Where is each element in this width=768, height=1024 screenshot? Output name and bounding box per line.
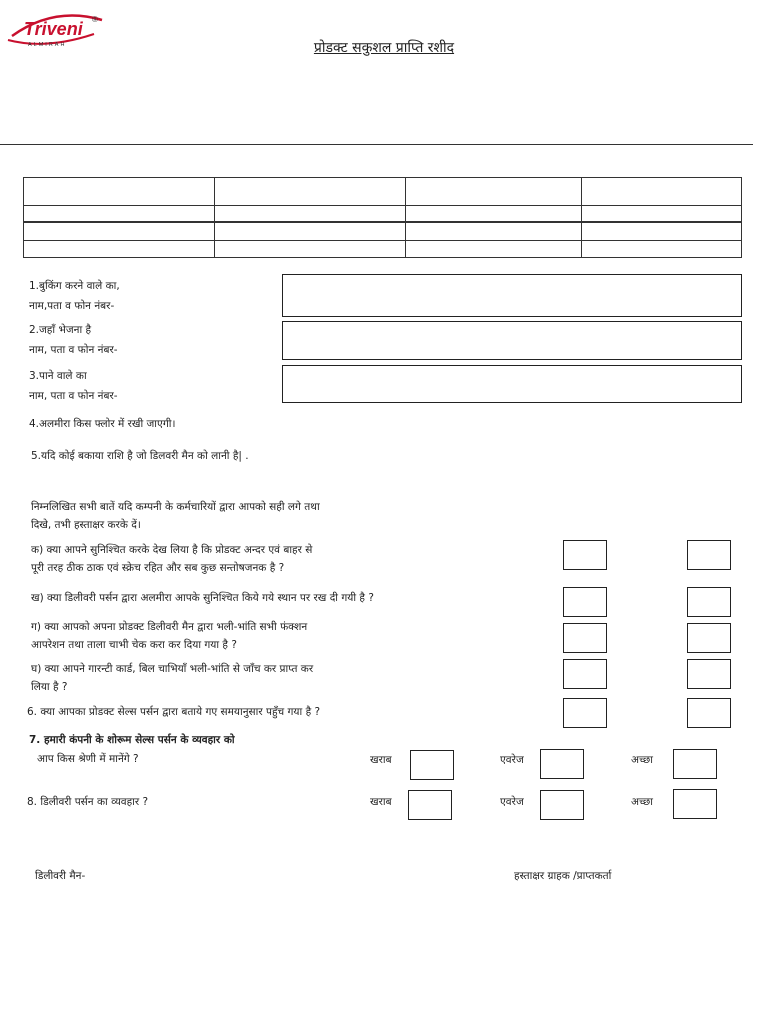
brand-tagline: ALMIRAH (28, 42, 67, 48)
q7-average-checkbox[interactable] (540, 749, 584, 779)
check-question-ga: ग) क्या आपको अपना प्रोडक्ट डिलीवरी मैन द्वारा भली-भांति सभी फंक्शन आपरेशन तथा ताला चाभी चेक करा कर दिया गया है ? (31, 621, 308, 651)
details-table (23, 177, 742, 258)
delivery-address-input[interactable] (282, 321, 742, 360)
rating-good-label: अच्छा (631, 754, 653, 766)
checkbox-6-yes[interactable] (563, 698, 607, 728)
table-row (24, 178, 742, 206)
check-question-gha: घ) क्या आपने गारन्टी कार्ड, बिल चाभियाँ भली-भांति से जाँच कर प्राप्त कर लिया है ? (31, 663, 314, 693)
q7-bad-checkbox[interactable] (410, 750, 454, 780)
check-question-ka: क) क्या आपने सुनिश्चित करके देख लिया है कि प्रोडक्ट अन्दर एवं बाहर से पूरी तरह ठीक ठाक एवं स्क्रेच रहित और सब कुछ सन्तोषजनक है ? (31, 544, 313, 574)
rating-average-label: एवरेज (500, 754, 524, 766)
checkbox-kha-yes[interactable] (563, 587, 607, 617)
field-1-label: 1.बुकिंग करने वाले का, नाम,पता व फोन नंबर- (29, 280, 120, 312)
q8-question: 8. डिलीवरी पर्सन का व्यवहार ? (27, 796, 149, 808)
customer-signature-label: हस्ताक्षर ग्राहक /प्राप्तकर्ता (514, 870, 612, 882)
floor-question: 4.अलमीरा किस फ्लोर में रखी जाएगी। (29, 418, 176, 430)
rating-good-label: अच्छा (631, 796, 653, 808)
check-question-kha: ख) क्या डिलीवरी पर्सन द्वारा अलमीरा आपके सुनिश्चित किये गये स्थान पर रख दी गयी है ? (31, 592, 374, 604)
instruction-text: निम्नलिखित सभी बातें यदि कम्पनी के कर्मचारियों द्वारा आपको सही लगे तथा दिखे, तभी हस्ताक्षर करके दें। (31, 501, 320, 531)
checkbox-kha-no[interactable] (687, 587, 731, 617)
checkbox-ka-no[interactable] (687, 540, 731, 570)
receiver-details-input[interactable] (282, 365, 742, 403)
brand-name: Triveni (24, 19, 83, 39)
rating-bad-label: खराब (370, 796, 392, 808)
checkbox-ka-yes[interactable] (563, 540, 607, 570)
page-title: प्रोडक्ट सकुशल प्राप्ति रशीद (313, 40, 455, 56)
table-row (24, 241, 742, 258)
rating-average-label: एवरेज (500, 796, 524, 808)
q7-heading: 7. हमारी कंपनी के शोरूम सेल्स पर्सन के व्यवहार को (29, 734, 235, 746)
q7-good-checkbox[interactable] (673, 749, 717, 779)
registered-mark: ® (92, 15, 98, 24)
q8-good-checkbox[interactable] (673, 789, 717, 819)
table-row (24, 206, 742, 223)
delivery-man-signature-label: डिलीवरी मैन- (35, 870, 86, 882)
q8-bad-checkbox[interactable] (408, 790, 452, 820)
booker-details-input[interactable] (282, 274, 742, 317)
checkbox-ga-no[interactable] (687, 623, 731, 653)
q8-average-checkbox[interactable] (540, 790, 584, 820)
divider (0, 144, 753, 145)
field-3-label: 3.पाने वाले का नाम, पता व फोन नंबर- (29, 370, 118, 402)
pending-amount-question: 5.यदि कोई बकाया राशि है जो डिलवरी मैन को लानी है| . (31, 450, 249, 462)
checkbox-ga-yes[interactable] (563, 623, 607, 653)
checkbox-gha-yes[interactable] (563, 659, 607, 689)
table-row (24, 222, 742, 241)
field-2-label: 2.जहाँ भेजना है नाम, पता व फोन नंबर- (29, 324, 118, 356)
q7-subtext: आप किस श्रेणी में मानेंगे ? (37, 753, 139, 765)
checkbox-6-no[interactable] (687, 698, 731, 728)
check-question-6: 6. क्या आपका प्रोडक्ट सेल्स पर्सन द्वारा बताये गए समयानुसार पहुँच गया है ? (27, 706, 321, 718)
rating-bad-label: खराब (370, 754, 392, 766)
checkbox-gha-no[interactable] (687, 659, 731, 689)
